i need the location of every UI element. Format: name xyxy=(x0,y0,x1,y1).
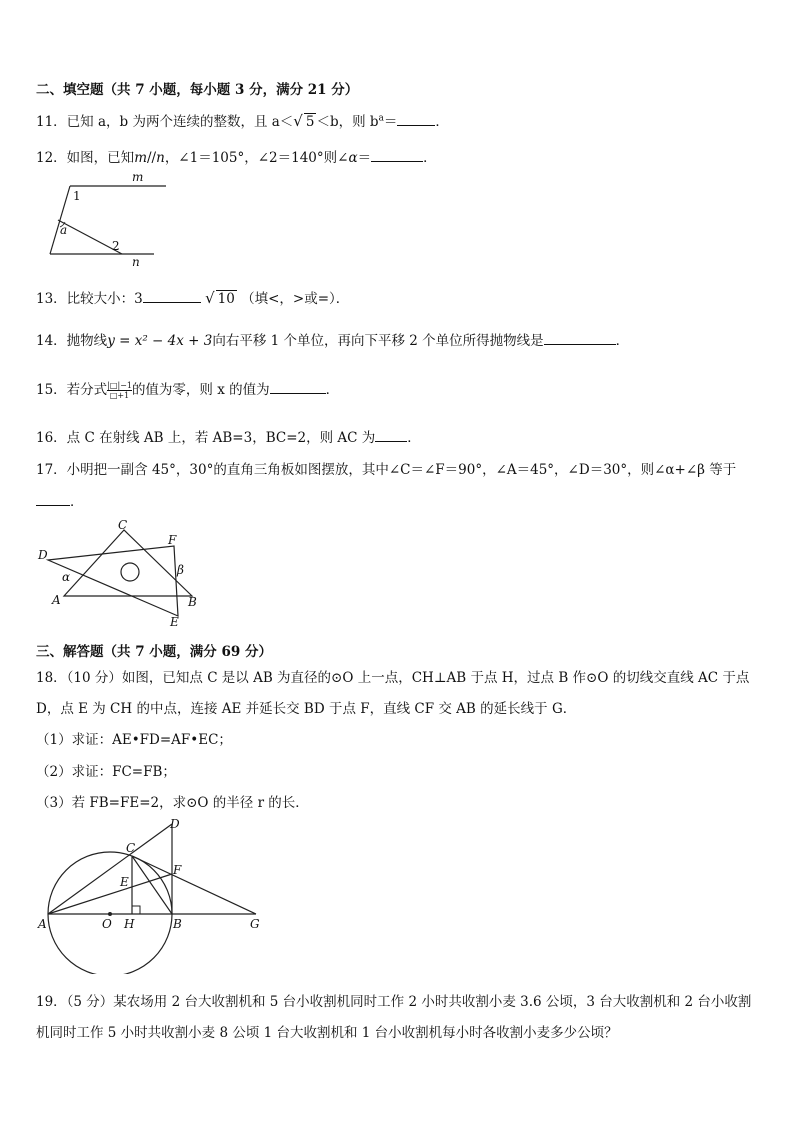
q16-answer-blank[interactable] xyxy=(375,429,407,442)
q13-text-b: （填<，>或=）． xyxy=(241,291,350,307)
label-D: D xyxy=(38,548,48,562)
question-13: 13．比较大小：3 √ 10 （填<，>或=）． xyxy=(36,289,350,307)
q15-period: ． xyxy=(325,382,340,398)
label-O: O xyxy=(102,917,112,931)
q12-text-b: ，∠1＝105°，∠2＝140°则∠ xyxy=(164,150,349,166)
q13-answer-blank[interactable] xyxy=(143,290,201,303)
label-C: C xyxy=(126,841,136,855)
q12-period: ． xyxy=(423,150,437,166)
right-angle-mark xyxy=(132,906,140,914)
label-alpha: a xyxy=(60,223,68,237)
label-n: n xyxy=(132,255,140,269)
label-angle-1: 1 xyxy=(73,189,81,203)
label-G: G xyxy=(250,917,260,931)
q12-answer-blank[interactable] xyxy=(371,149,423,162)
q15-answer-blank[interactable] xyxy=(270,381,326,394)
label-D: D xyxy=(170,817,180,831)
hole-circle xyxy=(121,563,139,581)
q13-sqrt: 10 xyxy=(217,291,235,307)
section-2-heading: 二、填空题（共 7 小题，每小题 3 分，满分 21 分） xyxy=(36,82,359,98)
q11-text-a: 11．已知 a，b 为两个连续的整数，且 a＜ xyxy=(36,114,294,130)
question-19-line-1: 19．（5 分）某农场用 2 台大收割机和 5 台小收割机同时工作 2 小时共收割小麦 3.6 公顷，3 台大收割机和 2 台小收割 xyxy=(36,994,752,1010)
q15-text-a: 15．若分式 xyxy=(36,382,108,398)
label-E: E xyxy=(120,875,129,889)
transversal-left xyxy=(50,186,70,254)
question-14 xyxy=(36,329,629,349)
center-point xyxy=(108,912,112,916)
q15-text-b: 的值为零，则 x 的值为 xyxy=(131,382,270,398)
q12-alpha: α xyxy=(348,150,358,166)
q14-text-a: 14．抛物线 xyxy=(36,333,108,349)
label-F: F xyxy=(173,863,182,877)
q17-period: ． xyxy=(70,494,84,510)
q17-answer-blank[interactable] xyxy=(36,493,70,506)
question-18-line-1: 18．（10 分）如图，已知点 C 是以 AB 为直径的⊙O 上一点，CH⊥AB 于点 H，过点 B 作⊙O 的切线交直线 AC 于点 xyxy=(36,670,750,686)
q11-equals: ＝ xyxy=(383,114,398,130)
label-F: F xyxy=(168,533,177,547)
q12-m: m xyxy=(134,150,147,166)
question-18-part-1: （1）求证：AE•FD=AF•EC； xyxy=(36,732,232,748)
q14-text-b: 向右平移 1 个单位，再向下平移 2 个单位所得抛物线是 xyxy=(212,333,544,349)
q11-answer-blank[interactable] xyxy=(397,113,435,126)
label-m: m xyxy=(132,170,144,184)
label-A: A xyxy=(52,593,61,607)
q16-text: 16．点 C 在射线 AB 上，若 AB=3，BC=2，则 AC 为 xyxy=(36,430,376,446)
figure-q17 xyxy=(34,516,214,628)
q14-answer-blank[interactable] xyxy=(544,332,616,345)
label-E: E xyxy=(170,615,179,628)
q12-equals: ＝ xyxy=(357,150,372,166)
q12-text-a: 12．如图，已知 xyxy=(36,150,135,166)
question-15 xyxy=(36,378,339,400)
q12-n: n xyxy=(156,150,165,166)
label-A: A xyxy=(38,917,47,931)
q14-equation: y = x² − 4x + 3 xyxy=(107,333,213,349)
question-17-answer xyxy=(36,490,84,510)
q13-text-a: 13．比较大小：3 xyxy=(36,291,143,307)
label-C: C xyxy=(118,518,128,532)
line-cg xyxy=(132,856,256,914)
question-18-part-3: （3）若 FB=FE=2，求⊙O 的半径 r 的长． xyxy=(36,795,309,811)
q11-sqrt: 5 xyxy=(305,114,315,130)
q11-exponent: a xyxy=(378,113,384,124)
label-B: B xyxy=(173,917,182,931)
question-17: 17．小明把一副含 45°，30°的直角三角板如图摆放，其中∠C＝∠F＝90°，∠A＝45°，∠D＝30°，则∠α+∠β 等于 xyxy=(36,462,737,478)
question-11: 11．已知 a，b 为两个连续的整数，且 a＜√ 5 ＜b，则 $b^a=$ ． xyxy=(36,112,449,130)
label-beta: β xyxy=(177,563,184,577)
q15-numerator: |□|−1 xyxy=(107,381,132,390)
q12-parallel: // xyxy=(147,150,157,166)
label-H: H xyxy=(124,917,135,931)
label-alpha: α xyxy=(62,570,71,584)
section-3-heading: 三、解答题（共 7 小题，满分 69 分） xyxy=(36,644,272,660)
question-16 xyxy=(36,426,421,446)
label-B: B xyxy=(188,595,197,609)
q11-period: ． xyxy=(435,114,449,130)
label-angle-2: 2 xyxy=(112,239,120,253)
line-af xyxy=(48,874,172,914)
q15-fraction xyxy=(107,381,132,400)
question-18-part-2: （2）求证：FC=FB； xyxy=(36,764,176,780)
question-12 xyxy=(36,146,437,166)
q16-period: ． xyxy=(407,430,421,446)
q15-denominator: □+1 xyxy=(109,391,130,400)
q11-text-b: ＜b，则 b xyxy=(316,114,379,130)
figure-q18 xyxy=(36,814,276,974)
figure-q12 xyxy=(44,170,174,270)
question-19-line-2: 机同时工作 5 小时共收割小麦 8 公顷 1 台大收割机和 1 台小收割机每小时各收割小麦多少公顷？ xyxy=(36,1025,618,1041)
question-18-line-2: D，点 E 为 CH 的中点，连接 AE 并延长交 BD 于点 F，直线 CF 交 AB 的延长线于 G． xyxy=(36,701,577,717)
q14-period: ． xyxy=(615,333,630,349)
